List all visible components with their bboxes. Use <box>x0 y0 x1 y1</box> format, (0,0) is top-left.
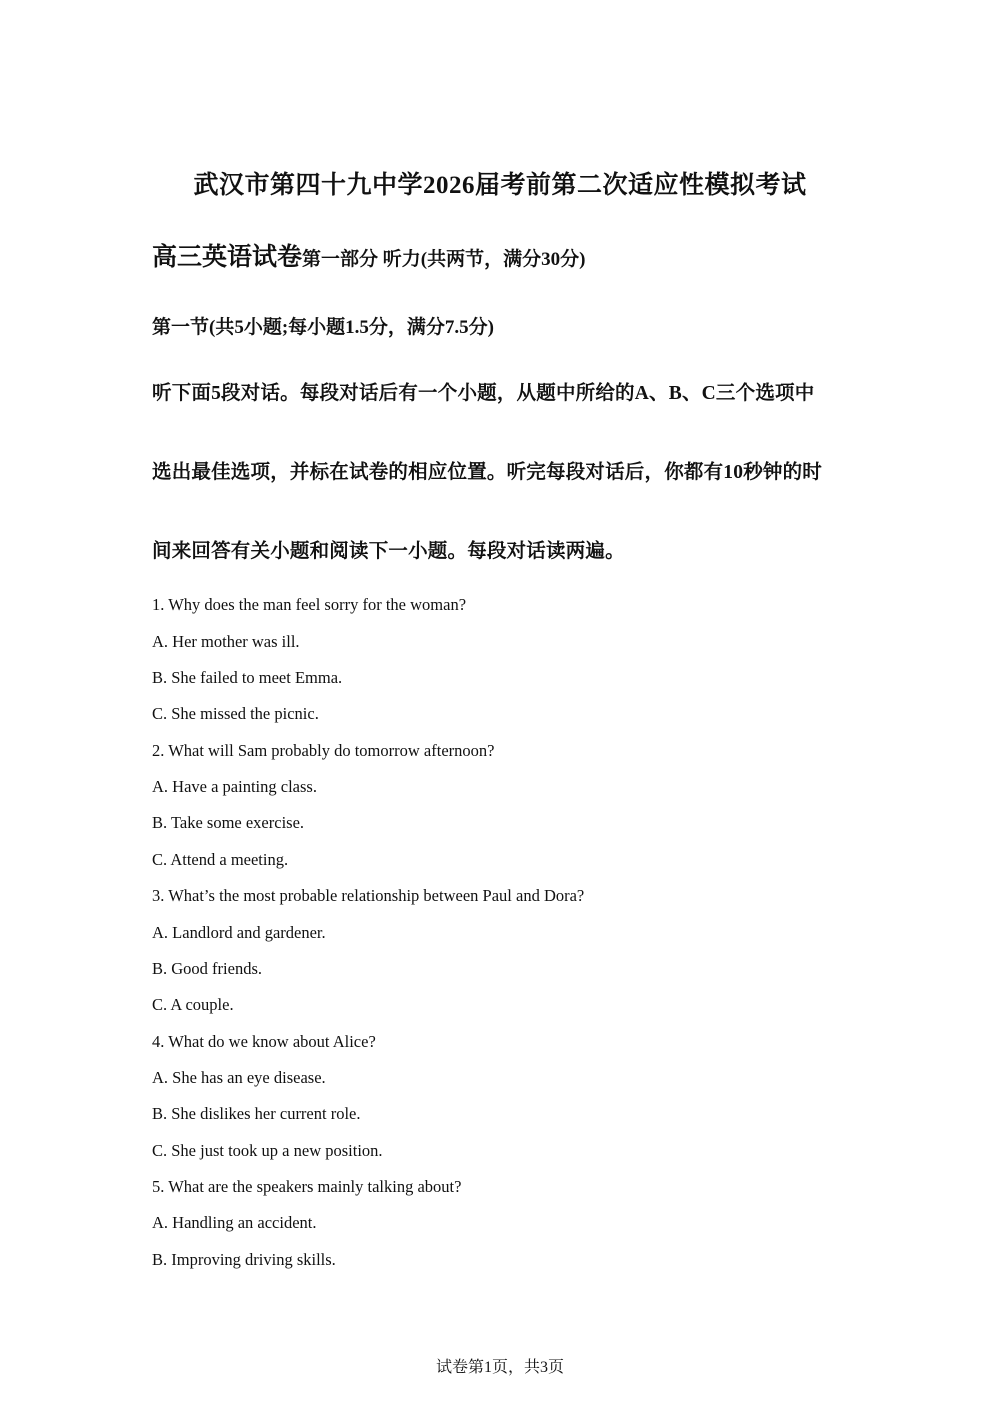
question-stem: 4. What do we know about Alice? <box>152 1032 376 1051</box>
question-stem: 2. What will Sam probably do tomorrow afternoon? <box>152 741 495 760</box>
instruction-line-3: 间来回答有关小题和阅读下一小题。每段对话读两遍。 <box>152 541 625 562</box>
section-heading: 第一节(共5小题;每小题1.5分，满分7.5分) <box>152 317 494 338</box>
paper-subtitle-line <box>152 240 585 279</box>
page-footer: 试卷第1页，共3页 <box>435 1359 564 1376</box>
question-option: C. She just took up a new position. <box>152 1141 383 1160</box>
question-option: C. A couple. <box>152 995 234 1014</box>
paper-name: 高三英语试卷 <box>152 244 303 271</box>
exam-title: 武汉市第四十九中学2026届考前第二次适应性模拟考试 <box>193 172 807 199</box>
question-option: C. Attend a meeting. <box>152 850 289 869</box>
question-stem: 3. What’s the most probable relationship between Paul and Dora? <box>152 886 585 905</box>
question-stem: 1. Why does the man feel sorry for the woman? <box>152 595 467 614</box>
question-option: B. She failed to meet Emma. <box>152 668 343 687</box>
question-option: C. She missed the picnic. <box>152 704 319 723</box>
question-option: B. Good friends. <box>152 959 262 978</box>
question-option: A. Landlord and gardener. <box>152 923 326 942</box>
question-option: A. She has an eye disease. <box>152 1068 326 1087</box>
question-option: B. She dislikes her current role. <box>152 1104 361 1123</box>
part-heading: 第一部分 听力(共两节，满分30分) <box>302 249 586 270</box>
question-stem: 5. What are the speakers mainly talking about? <box>152 1177 462 1196</box>
question-option: A. Handling an accident. <box>152 1213 317 1232</box>
question-option: A. Have a painting class. <box>152 777 317 796</box>
question-option: B. Take some exercise. <box>152 813 305 832</box>
question-option: B. Improving driving skills. <box>152 1250 336 1269</box>
instruction-line-1: 听下面5段对话。每段对话后有一个小题，从题中所给的A、B、C三个选项中 <box>152 383 815 404</box>
question-option: A. Her mother was ill. <box>152 632 300 651</box>
instruction-line-2: 选出最佳选项，并标在试卷的相应位置。听完每段对话后，你都有10秒钟的时 <box>152 462 823 483</box>
